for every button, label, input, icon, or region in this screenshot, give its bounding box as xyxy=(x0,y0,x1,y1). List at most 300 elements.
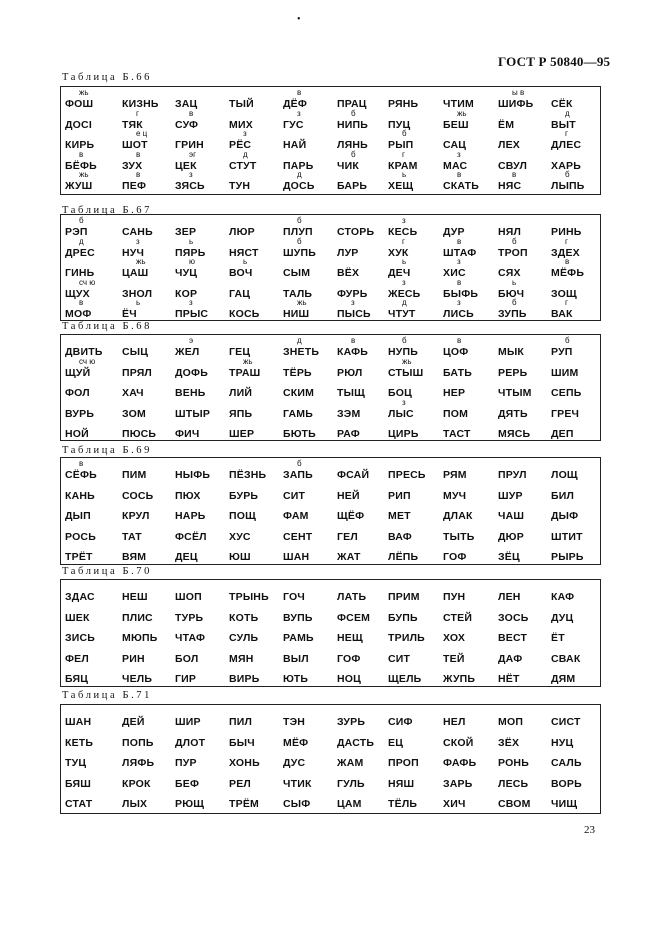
test-word: ЖЕЛ xyxy=(175,346,200,358)
word-cell xyxy=(229,664,289,688)
table-row xyxy=(61,299,600,323)
test-word: НАЙ xyxy=(283,139,307,151)
test-word: БЯШ xyxy=(65,777,91,790)
word-cell xyxy=(283,542,343,566)
word-cell xyxy=(283,664,343,688)
word-cell xyxy=(122,789,182,813)
test-word: ТАСТ xyxy=(443,428,471,440)
test-word: ЧТУТ xyxy=(388,308,416,320)
phoneme-mark: в xyxy=(79,149,84,159)
word-cell xyxy=(175,299,235,323)
test-word: ЖУШ xyxy=(65,180,93,192)
test-word: ЖАМ xyxy=(337,757,364,769)
test-word: ТУН xyxy=(229,180,251,192)
table-caption: Таблица Б.66 xyxy=(62,72,153,83)
test-word: ПУН xyxy=(443,591,466,603)
phoneme-mark: в xyxy=(457,336,462,345)
phoneme-mark: эг xyxy=(189,149,196,159)
word-table xyxy=(60,704,601,814)
phoneme-mark: в xyxy=(189,108,194,118)
phoneme-mark: жь xyxy=(79,88,89,97)
test-word: ЦЕК xyxy=(175,159,197,172)
test-word: НЁТ xyxy=(498,673,520,685)
test-word: ЦИРЬ xyxy=(388,428,419,440)
test-word: ДЫП xyxy=(65,510,91,522)
phoneme-mark: жь xyxy=(79,170,89,179)
word-table xyxy=(60,579,601,687)
test-word: ЗДАС xyxy=(65,591,95,603)
test-word: КАФ xyxy=(551,591,575,603)
test-word: ВЫЛ xyxy=(283,652,309,665)
test-word: ВОЧ xyxy=(229,267,253,279)
test-word: ЁМ xyxy=(498,118,515,131)
word-cell xyxy=(65,299,125,323)
test-word: ГИР xyxy=(175,673,197,685)
phoneme-mark: з xyxy=(402,397,406,407)
test-word: ТУЦ xyxy=(65,757,87,769)
test-word: ПАРЬ xyxy=(283,159,314,172)
test-word: ЛЕСЬ xyxy=(498,777,529,790)
table-row xyxy=(61,664,600,688)
test-word: ПЕФ xyxy=(122,180,147,192)
test-word: ФУРЬ xyxy=(337,287,368,300)
test-word: СТЕЙ xyxy=(443,611,473,624)
phoneme-mark: ь xyxy=(189,236,194,246)
phoneme-mark: г xyxy=(402,236,405,246)
test-word: ХИС xyxy=(443,267,466,279)
word-cell xyxy=(229,419,289,443)
phoneme-mark: д xyxy=(297,170,302,179)
test-word: МИХ xyxy=(229,118,253,131)
test-word: ХАРЬ xyxy=(551,159,581,172)
test-word: ПЮХ xyxy=(175,489,201,502)
word-cell xyxy=(443,542,503,566)
word-cell xyxy=(388,542,448,566)
test-word: РАМЬ xyxy=(283,632,314,644)
test-word: ДОСЬ xyxy=(283,180,315,192)
test-word: ГРИН xyxy=(175,139,204,151)
test-word: ЩУЙ xyxy=(65,366,91,379)
test-word: РЕРЬ xyxy=(498,366,528,379)
test-word: МЮПЬ xyxy=(122,632,158,644)
test-word: РИП xyxy=(388,489,411,502)
word-cell xyxy=(283,419,343,443)
test-word: ВАФ xyxy=(388,530,412,543)
test-word: НУПЬ xyxy=(388,346,419,358)
test-word: ДЕП xyxy=(551,428,574,440)
test-word: ГАМЬ xyxy=(283,407,313,420)
word-cell xyxy=(388,789,448,813)
test-word: ПОПЬ xyxy=(122,736,154,749)
phoneme-mark: г xyxy=(402,149,405,159)
phoneme-mark: д xyxy=(79,236,84,246)
test-word: ТРОП xyxy=(498,246,528,259)
word-cell xyxy=(122,419,182,443)
test-word: НИШ xyxy=(283,308,310,320)
test-word: ЖЕСЬ xyxy=(388,287,421,300)
phoneme-mark: б xyxy=(565,336,570,345)
table-caption: Таблица Б.68 xyxy=(62,321,153,332)
test-word: ЩЕЛЬ xyxy=(388,673,422,685)
test-word: БУРЬ xyxy=(229,489,259,502)
test-word: ФАФЬ xyxy=(443,757,477,769)
word-cell xyxy=(122,664,182,688)
test-word: СВОМ xyxy=(498,798,531,810)
test-word: НОЙ xyxy=(65,428,89,440)
word-cell xyxy=(498,664,558,688)
phoneme-mark: в xyxy=(457,170,462,179)
test-word: СТЫШ xyxy=(388,366,424,379)
test-word: КРАМ xyxy=(388,159,418,172)
test-word: ЛОЩ xyxy=(551,469,578,481)
test-word: КЕСЬ xyxy=(388,226,418,238)
word-cell xyxy=(229,789,289,813)
phoneme-mark: в xyxy=(351,336,356,345)
phoneme-mark: з xyxy=(457,257,461,266)
test-word: НАРЬ xyxy=(175,510,206,522)
test-word: ПЛУП xyxy=(283,226,313,238)
phoneme-mark: в xyxy=(512,170,517,179)
word-cell xyxy=(122,542,182,566)
test-word: ТЫЩ xyxy=(337,387,365,399)
word-cell xyxy=(551,542,611,566)
test-word: РИН xyxy=(122,652,145,665)
test-word: КРОК xyxy=(122,777,151,790)
test-word: БОЦ xyxy=(388,387,412,399)
test-word: ХОХ xyxy=(443,632,466,644)
test-word: ВЫТ xyxy=(551,118,576,131)
test-word: ФСЕМ xyxy=(337,611,371,624)
test-word: ПЁЗНЬ xyxy=(229,469,267,481)
test-word: ВУРЬ xyxy=(65,407,95,420)
test-word: НЕЙ xyxy=(337,489,360,502)
test-word: ФИЧ xyxy=(175,428,200,440)
word-cell xyxy=(443,419,503,443)
test-word: ДЛЕС xyxy=(551,139,582,151)
test-word: ШАН xyxy=(283,551,310,563)
test-word: БЕФ xyxy=(175,777,200,790)
test-word: БОЛ xyxy=(175,652,199,665)
test-word: НЕЛ xyxy=(443,716,466,728)
test-word: НОЦ xyxy=(337,673,362,685)
test-word: ФАМ xyxy=(283,510,309,522)
test-word: МЫК xyxy=(498,346,525,358)
phoneme-mark: з xyxy=(402,277,406,287)
phoneme-mark: д xyxy=(297,336,302,345)
test-word: РОНЬ xyxy=(498,757,529,769)
phoneme-mark: жь xyxy=(457,108,467,118)
phoneme-mark: сч ю xyxy=(79,277,96,287)
test-word: САЦ xyxy=(443,139,467,151)
table-row xyxy=(61,171,600,195)
word-cell xyxy=(229,171,289,195)
test-word: ХОНЬ xyxy=(229,757,260,769)
test-word: ЗЁХ xyxy=(498,736,520,749)
test-word: РЮЩ xyxy=(175,798,205,810)
test-word: ВУПЬ xyxy=(283,611,313,624)
test-word: ПРУЛ xyxy=(498,469,527,481)
test-word: ЦАШ xyxy=(122,267,149,279)
test-word: ЗАРЬ xyxy=(443,777,473,790)
test-word: МОФ xyxy=(65,308,92,320)
test-word: СУФ xyxy=(175,118,199,131)
phoneme-mark: з xyxy=(402,216,406,225)
test-word: МОП xyxy=(498,716,524,728)
test-word: ФОШ xyxy=(65,98,94,110)
word-cell xyxy=(175,789,235,813)
test-word: НУЦ xyxy=(551,736,574,749)
phoneme-mark: з xyxy=(457,298,461,307)
phoneme-mark: б xyxy=(565,170,570,179)
test-word: РЮЛ xyxy=(337,366,363,379)
test-word: ПОЩ xyxy=(229,510,257,522)
test-word: ЗУХ xyxy=(122,159,143,172)
test-word: ШАН xyxy=(65,716,92,728)
test-word: ШОТ xyxy=(122,139,148,151)
test-word: НЕР xyxy=(443,387,466,399)
word-cell xyxy=(388,419,448,443)
test-word: СИФ xyxy=(388,716,413,728)
phoneme-mark: з xyxy=(297,108,301,118)
test-word: МУЧ xyxy=(443,489,467,502)
test-word: ХИЧ xyxy=(443,798,466,810)
test-word: БЯЦ xyxy=(65,673,89,685)
table-caption: Таблица Б.71 xyxy=(62,690,153,701)
word-cell xyxy=(551,664,611,688)
test-word: СЕНТ xyxy=(283,530,313,543)
test-word: СТОРЬ xyxy=(337,226,375,238)
test-word: КАНЬ xyxy=(65,489,95,502)
test-word: СОСЬ xyxy=(122,489,154,502)
test-word: ПУЦ xyxy=(388,118,411,131)
word-cell xyxy=(498,299,558,323)
test-word: ШУПЬ xyxy=(283,246,316,259)
phoneme-mark: в xyxy=(457,277,462,287)
test-word: ЖАТ xyxy=(337,551,361,563)
test-word: БЕШ xyxy=(443,118,469,131)
phoneme-mark: б xyxy=(402,129,407,138)
test-word: ПЯРЬ xyxy=(175,246,206,259)
test-word: ВАК xyxy=(551,308,573,320)
test-word: ЁЧ xyxy=(122,308,137,320)
word-cell xyxy=(283,789,343,813)
test-word: ДЛАК xyxy=(443,510,473,522)
phoneme-mark: з xyxy=(189,170,193,179)
test-word: КИРЬ xyxy=(65,139,95,151)
test-word: РИНЬ xyxy=(551,226,582,238)
word-cell xyxy=(65,789,125,813)
test-word: ЛУР xyxy=(337,246,359,259)
phoneme-mark: в xyxy=(79,298,84,307)
test-word: СКАТЬ xyxy=(443,180,480,192)
phoneme-mark: б xyxy=(79,216,84,225)
test-word: РЁС xyxy=(229,139,252,151)
test-word: ЧТЫМ xyxy=(498,387,532,399)
table-caption: Таблица Б.70 xyxy=(62,566,153,577)
table-caption: Таблица Б.67 xyxy=(62,205,153,216)
test-word: ЛЕН xyxy=(498,591,521,603)
word-cell xyxy=(443,171,503,195)
phoneme-mark: б xyxy=(512,236,517,246)
phoneme-mark: б xyxy=(297,236,302,246)
test-word: ГЕЦ xyxy=(229,346,251,358)
test-word: ДЯМ xyxy=(551,673,576,685)
test-word: ЗЭМ xyxy=(337,407,361,420)
phoneme-mark: ь xyxy=(512,277,517,287)
test-word: СЫМ xyxy=(283,267,311,279)
top-mark: • xyxy=(297,14,301,25)
phoneme-mark: б xyxy=(512,298,517,307)
test-word: СЫФ xyxy=(283,798,311,810)
test-word: ДУЦ xyxy=(551,611,574,624)
test-word: РОСЬ xyxy=(65,530,96,543)
test-word: ПЛИС xyxy=(122,611,153,624)
word-cell xyxy=(551,171,611,195)
test-word: ГАЦ xyxy=(229,287,251,300)
test-word: БЮЧ xyxy=(498,287,525,300)
test-word: САЛЬ xyxy=(551,757,582,769)
test-word: ЗНОЛ xyxy=(122,287,153,300)
test-word: МЯСЬ xyxy=(498,428,531,440)
word-cell xyxy=(443,789,503,813)
word-cell xyxy=(388,171,448,195)
test-word: БЫФЬ xyxy=(443,287,479,300)
test-word: БАТЬ xyxy=(443,366,472,379)
test-word: ФЕЛ xyxy=(65,652,89,665)
phoneme-mark: г xyxy=(136,108,139,118)
word-cell xyxy=(229,299,289,323)
test-word: ЧТИМ xyxy=(443,98,474,110)
test-word: ХЕЩ xyxy=(388,180,414,192)
test-word: ДЁФ xyxy=(283,98,308,110)
test-word: ДЮР xyxy=(498,530,524,543)
table-row xyxy=(61,789,600,813)
test-word: ЧУЦ xyxy=(175,267,198,279)
test-word: ЗДЕХ xyxy=(551,246,580,259)
test-word: ШУР xyxy=(498,489,523,502)
test-word: ВОРЬ xyxy=(551,777,582,790)
test-word: ЗЯСЬ xyxy=(175,180,205,192)
test-word: РЭП xyxy=(65,226,88,238)
test-word: ЛИСЬ xyxy=(443,308,474,320)
test-word: ЖУПЬ xyxy=(443,673,476,685)
test-word: ШЕР xyxy=(229,428,255,440)
test-word: МЯН xyxy=(229,652,254,665)
test-word: ЦОФ xyxy=(443,346,469,358)
test-word: ПРЫС xyxy=(175,308,209,320)
test-word: ЮШ xyxy=(229,551,251,563)
phoneme-mark: ы в xyxy=(512,88,525,97)
test-word: РЯНЬ xyxy=(388,98,419,110)
phoneme-mark: в xyxy=(136,149,141,159)
phoneme-mark: б xyxy=(351,108,356,118)
test-word: ПОМ xyxy=(443,407,469,420)
test-word: МЁФЬ xyxy=(551,267,585,279)
test-word: КЕТЬ xyxy=(65,736,94,749)
word-cell xyxy=(65,171,125,195)
test-word: САНЬ xyxy=(122,226,153,238)
test-word: ТРЁТ xyxy=(65,551,93,563)
test-word: ДЕЧ xyxy=(388,267,411,279)
table-row xyxy=(61,542,600,566)
word-table xyxy=(60,457,601,565)
test-word: ШИМ xyxy=(551,366,579,379)
phoneme-mark: в xyxy=(565,257,570,266)
test-word: ДЫФ xyxy=(551,510,579,522)
test-word: СВУЛ xyxy=(498,159,528,172)
word-cell xyxy=(122,171,182,195)
test-word: ШТЫР xyxy=(175,407,211,420)
table-row xyxy=(61,419,600,443)
word-cell xyxy=(175,419,235,443)
word-cell xyxy=(283,299,343,323)
test-word: ГРЕЧ xyxy=(551,407,580,420)
word-cell xyxy=(175,542,235,566)
test-word: ДОСІ xyxy=(65,118,92,131)
test-word: ГИНЬ xyxy=(65,267,95,279)
test-word: БУПЬ xyxy=(388,611,418,624)
test-word: СЁК xyxy=(551,98,573,110)
word-cell xyxy=(498,419,558,443)
test-word: ЮТЬ xyxy=(283,673,309,685)
test-word: ТАТ xyxy=(122,530,142,543)
phoneme-mark: г xyxy=(565,236,568,246)
test-word: КИЗНЬ xyxy=(122,98,159,110)
test-word: ФСАЙ xyxy=(337,469,370,481)
test-word: ЗЕР xyxy=(175,226,197,238)
test-word: ЦАМ xyxy=(337,798,362,810)
test-word: КОСЬ xyxy=(229,308,260,320)
test-word: ЗЁЦ xyxy=(498,551,520,563)
test-word: ЧЕЛЬ xyxy=(122,673,153,685)
test-word: КОР xyxy=(175,287,198,300)
test-word: ФОЛ xyxy=(65,387,90,399)
phoneme-mark: б xyxy=(402,336,407,345)
test-word: ДОФЬ xyxy=(175,366,208,379)
test-word: ШТАФ xyxy=(443,246,477,259)
phoneme-mark: в xyxy=(79,459,84,468)
test-word: ТЯК xyxy=(122,118,143,131)
phoneme-mark: ю xyxy=(189,257,195,266)
test-word: ДЯТЬ xyxy=(498,407,528,420)
test-word: ПРЯЛ xyxy=(122,366,153,379)
test-word: СВАК xyxy=(551,652,581,665)
test-word: КРУЛ xyxy=(122,510,150,522)
test-word: ЗНЕТЬ xyxy=(283,346,320,358)
test-word: ДРЕС xyxy=(65,246,95,259)
test-word: РЯМ xyxy=(443,469,467,481)
word-cell xyxy=(551,419,611,443)
phoneme-mark: ь xyxy=(402,257,407,266)
test-word: ТРАШ xyxy=(229,366,261,379)
phoneme-mark: жь xyxy=(402,356,412,366)
test-word: ЗОМ xyxy=(122,407,146,420)
test-word: ЛЯНЬ xyxy=(337,139,368,151)
test-word: НЕЩ xyxy=(337,632,363,644)
test-word: ТЫЙ xyxy=(229,98,254,110)
word-cell xyxy=(65,542,125,566)
test-word: ЧИЩ xyxy=(551,798,578,810)
word-cell xyxy=(443,299,503,323)
test-word: ВЕСТ xyxy=(498,632,528,644)
test-word: НЯШ xyxy=(388,777,415,790)
test-word: ДЕЦ xyxy=(175,551,198,563)
test-word: БЮТЬ xyxy=(283,428,316,440)
test-word: ЗАЦ xyxy=(175,98,198,110)
test-word: ВЯМ xyxy=(122,551,147,563)
phoneme-mark: ь xyxy=(136,298,141,307)
test-word: БАРЬ xyxy=(337,180,368,192)
